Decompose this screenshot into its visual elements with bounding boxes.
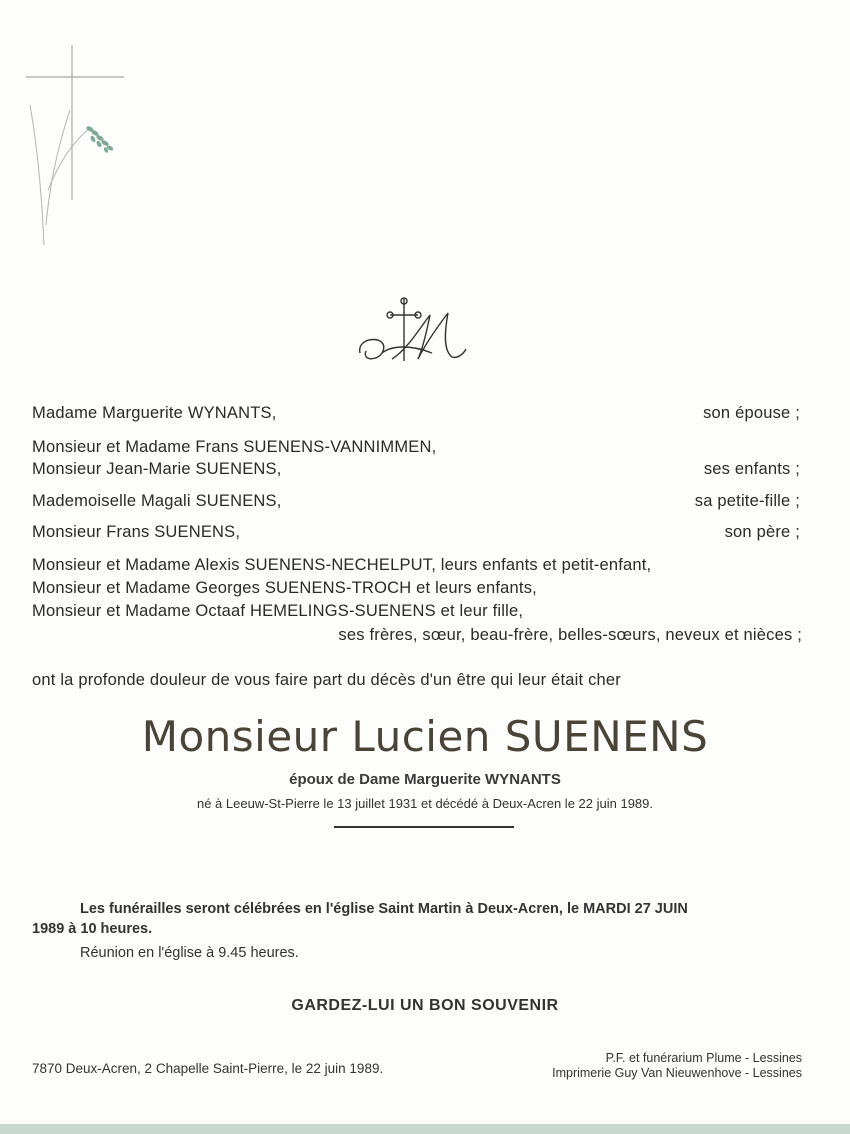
family-name: Madame Marguerite WYNANTS, [32,404,277,422]
family-name: Mademoiselle Magali SUENENS, [32,492,282,510]
family-row [32,438,800,457]
family-row [32,602,523,621]
announcement-text: ont la profonde douleur de vous faire part du décès d'un être qui leur était cher [32,671,621,689]
family-name: Monsieur et Madame Alexis SUENENS-NECHELPUT, leurs enfants et petit-enfant, [32,556,652,574]
family-row [32,556,651,575]
family-name: Monsieur et Madame Georges SUENENS-TROCH et leurs enfants, [32,579,537,597]
footer-funeral-home: P.F. et funérarium Plume - Lessines [605,1051,802,1065]
family-relation: son épouse ; [703,404,800,422]
deceased-spouse: époux de Dame Marguerite WYNANTS [289,771,561,788]
family-relation: son père ; [724,523,800,541]
family-name: Monsieur et Madame Octaaf HEMELINGS-SUENENS et leur fille, [32,602,524,620]
family-row [32,460,800,479]
deceased-dates: né à Leeuw-St-Pierre le 13 juillet 1931 et décédé à Deux-Acren le 22 juin 1989. [196,796,653,811]
divider [334,826,514,828]
closing-text: GARDEZ-LUI UN BON SOUVENIR [291,997,559,1014]
family-name: Monsieur Frans SUENENS, [32,523,241,541]
bottom-edge [0,1124,850,1134]
funeral-line-1: Les funérailles seront célébrées en l'église Saint Martin à Deux-Acren, le MARDI 27 JUIN [80,901,688,917]
deceased-name: Monsieur Lucien SUENENS [141,712,709,761]
family-row [32,523,800,542]
funeral-line-2: 1989 à 10 heures. [32,921,153,937]
meeting-time: Réunion en l'église à 9.45 heures. [80,945,299,961]
family-name: Monsieur Jean-Marie SUENENS, [32,460,282,478]
family-relation: sa petite-fille ; [694,492,800,510]
family-name: Monsieur et Madame Frans SUENENS-VANNIMMEN, [32,438,437,456]
family-row [32,579,537,598]
family-row [32,492,800,511]
cross-with-wheat-icon [20,40,140,255]
family-relation: ses enfants ; [703,460,800,478]
cross-monogram-m-icon [352,295,472,375]
family-row-wife [32,404,800,423]
footer-address: 7870 Deux-Acren, 2 Chapelle Saint-Pierre, le 22 juin 1989. [32,1061,384,1076]
siblings-line: ses frères, sœur, beau-frère, belles-sœurs, neveux et nièces ; [338,626,802,644]
footer-printer: Imprimerie Guy Van Nieuwenhove - Lessines [552,1066,802,1080]
